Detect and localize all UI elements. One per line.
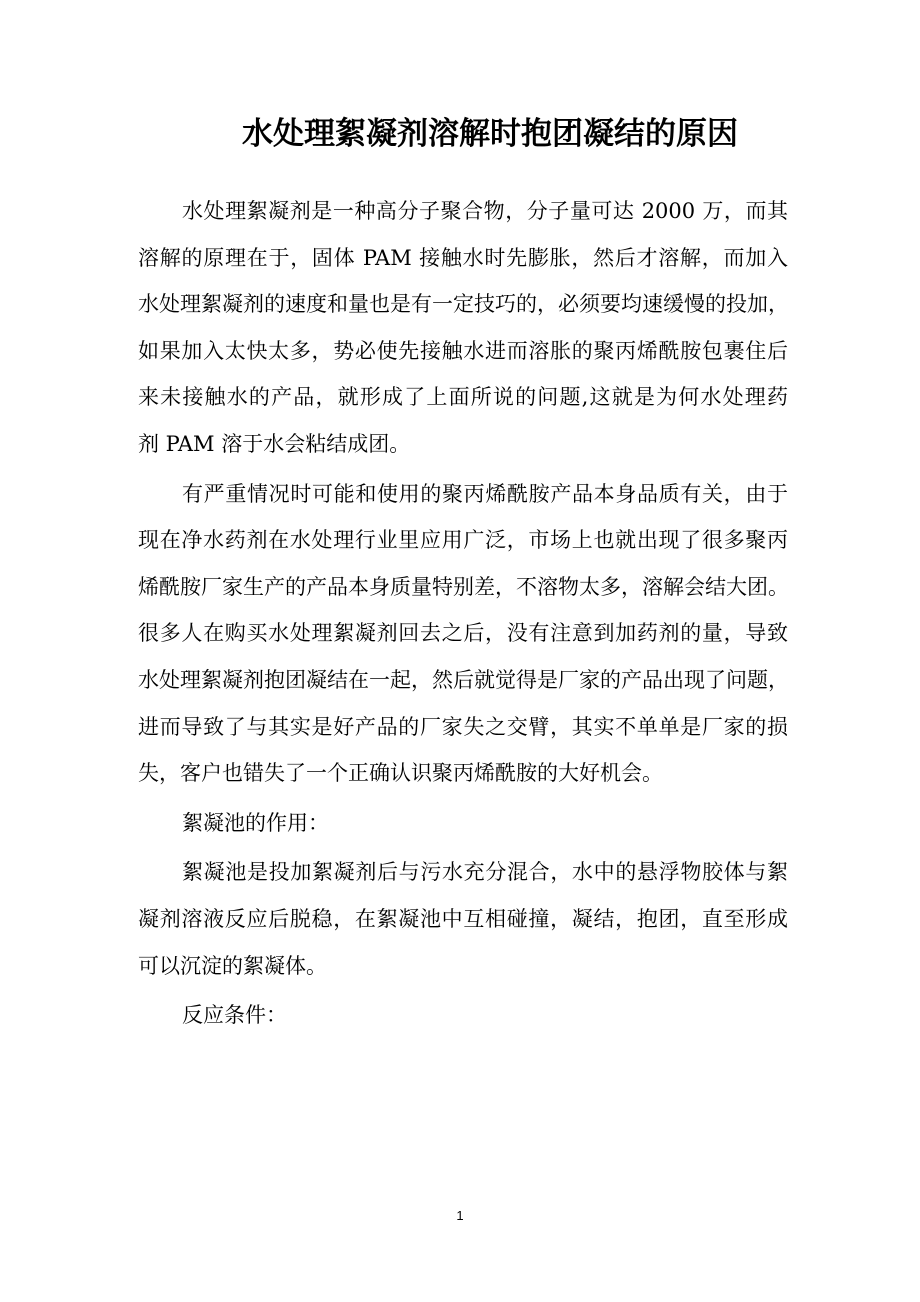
text-line: 可以沉淀的絮凝体。 [138, 953, 327, 978]
text-line: 溶解的原理在于，固体 PAM 接触水时先膨胀，然后才溶解，而加入 [138, 245, 788, 270]
text-line: 来未接触水的产品，就形成了上面所说的问题,这就是为何水处理药 [138, 385, 788, 410]
text-line: 剂 PAM 溶于水会粘结成团。 [138, 431, 411, 456]
document-body [138, 188, 788, 1039]
text-line: 很多人在购买水处理絮凝剂回去之后，没有注意到加药剂的量，导致 [138, 621, 788, 646]
text-line: 水处理絮凝剂是一种高分子聚合物，分子量可达 2000 万，而其 [182, 199, 788, 223]
text-line: 有严重情况时可能和使用的聚丙烯酰胺产品本身品质有关，由于 [182, 481, 788, 506]
paragraph [138, 188, 788, 468]
text-line: 水处理絮凝剂的速度和量也是有一定技巧的，必须要均速缓慢的投加， [138, 292, 789, 317]
text-line: 烯酰胺厂家生产的产品本身质量特别差，不溶物太多，溶解会结大团。 [138, 574, 789, 599]
text-line: 凝剂溶液反应后脱稳，在絮凝池中互相碰撞，凝结，抱团，直至形成 [138, 906, 788, 931]
section-heading: 絮凝池的作用： [182, 810, 329, 835]
page-number: 1 [456, 1208, 464, 1223]
paragraph [138, 800, 788, 847]
text-line: 现在净水药剂在水处理行业里应用广泛，市场上也就出现了很多聚丙 [138, 528, 788, 553]
text-line: 进而导致了与其实是好产品的厂家失之交臂，其实不单单是厂家的损 [138, 714, 788, 739]
paragraph [138, 471, 788, 797]
document-title: 水处理絮凝剂溶解时抱团凝结的原因 [242, 116, 738, 152]
paragraph [138, 849, 788, 989]
text-line: 如果加入太快太多，势必使先接触水进而溶胀的聚丙烯酰胺包裹住后 [138, 338, 788, 363]
text-line: 絮凝池是投加絮凝剂后与污水充分混合，水中的悬浮物胶体与絮 [182, 860, 788, 885]
section-heading: 反应条件： [182, 1003, 287, 1028]
text-line: 水处理絮凝剂抱团凝结在一起，然后就觉得是厂家的产品出现了问题， [138, 667, 789, 692]
text-line: 失，客户也错失了一个正确认识聚丙烯酰胺的大好机会。 [138, 761, 663, 786]
paragraph [138, 992, 788, 1039]
